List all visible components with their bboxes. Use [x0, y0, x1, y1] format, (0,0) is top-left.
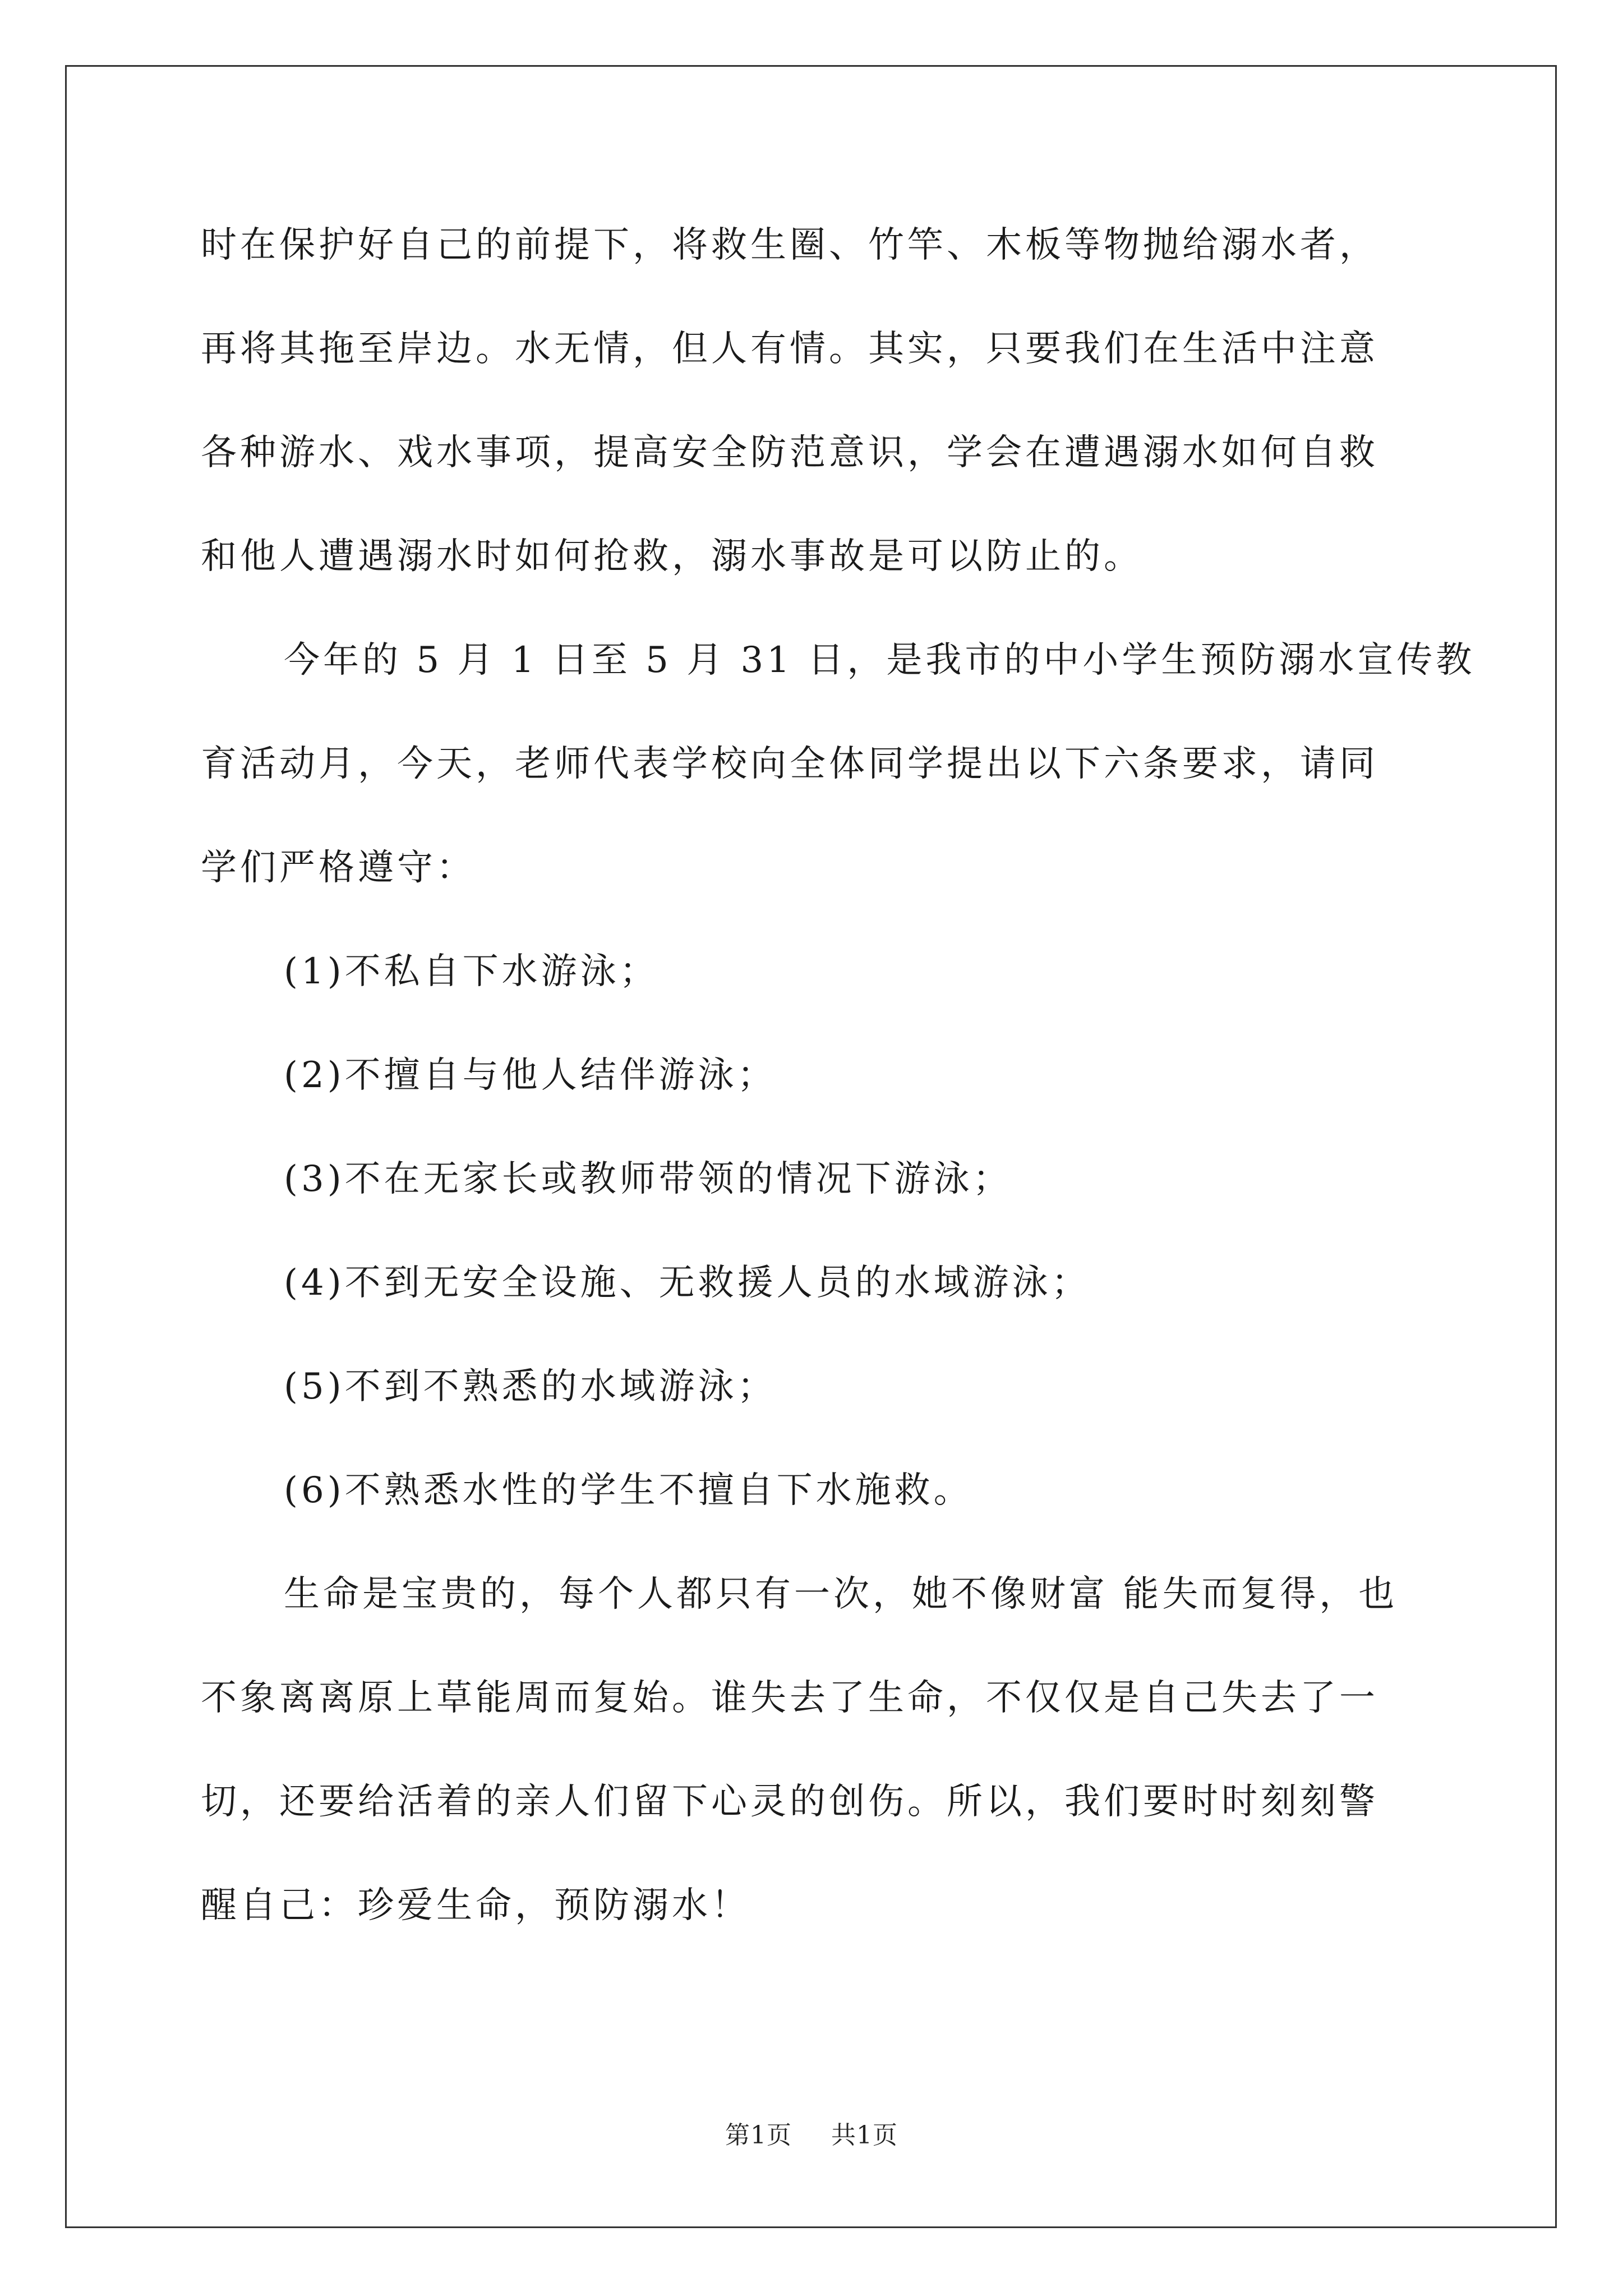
text-line: 生命是宝贵的，每个人都只有一次，她不像财富 能失而复得，也 [284, 1573, 1398, 1615]
text-line: 醒自己：珍爱生命，预防溺水！ [201, 1885, 750, 1926]
text-line: 今年的 5 月 1 日至 5 月 31 日，是我市的中小学生预防溺水宣传教 [284, 639, 1476, 681]
list-item: (2)不擅自与他人结伴游泳； [284, 1055, 777, 1096]
list-item: (5)不到不熟悉的水域游泳； [284, 1366, 777, 1407]
text-line: 育活动月，今天，老师代表学校向全体同学提出以下六条要求，请同 [201, 743, 1378, 785]
text-line: 切，还要给活着的亲人们留下心灵的创伤。所以，我们要时时刻刻警 [201, 1781, 1378, 1823]
text-line: 学们严格遵守： [201, 847, 476, 889]
list-item: (4)不到无安全设施、无救援人员的水域游泳； [284, 1262, 1091, 1304]
text-line: 再将其拖至岸边。水无情，但人有情。其实，只要我们在生活中注意 [201, 328, 1378, 370]
text-line: 时在保护好自己的前提下，将救生圈、竹竿、木板等物抛给溺水者， [201, 224, 1378, 266]
text-line: 各种游水、戏水事项，提高安全防范意识，学会在遭遇溺水如何自救 [201, 432, 1378, 473]
text-line: 和他人遭遇溺水时如何抢救，溺水事故是可以防止的。 [201, 536, 1143, 577]
list-item: (1)不私自下水游泳； [284, 951, 659, 992]
document-body [201, 194, 1476, 1958]
page-number-current: 第1页 [725, 2121, 792, 2150]
list-item: (3)不在无家长或教师带领的情况下游泳； [284, 1158, 1012, 1200]
page-footer [0, 2115, 1623, 2151]
list-item: (6)不熟悉水性的学生不擅自下水施救。 [284, 1470, 973, 1511]
text-line: 不象离离原上草能周而复始。谁失去了生命，不仅仅是自己失去了一 [201, 1677, 1378, 1719]
page-number-total: 共1页 [831, 2121, 898, 2150]
